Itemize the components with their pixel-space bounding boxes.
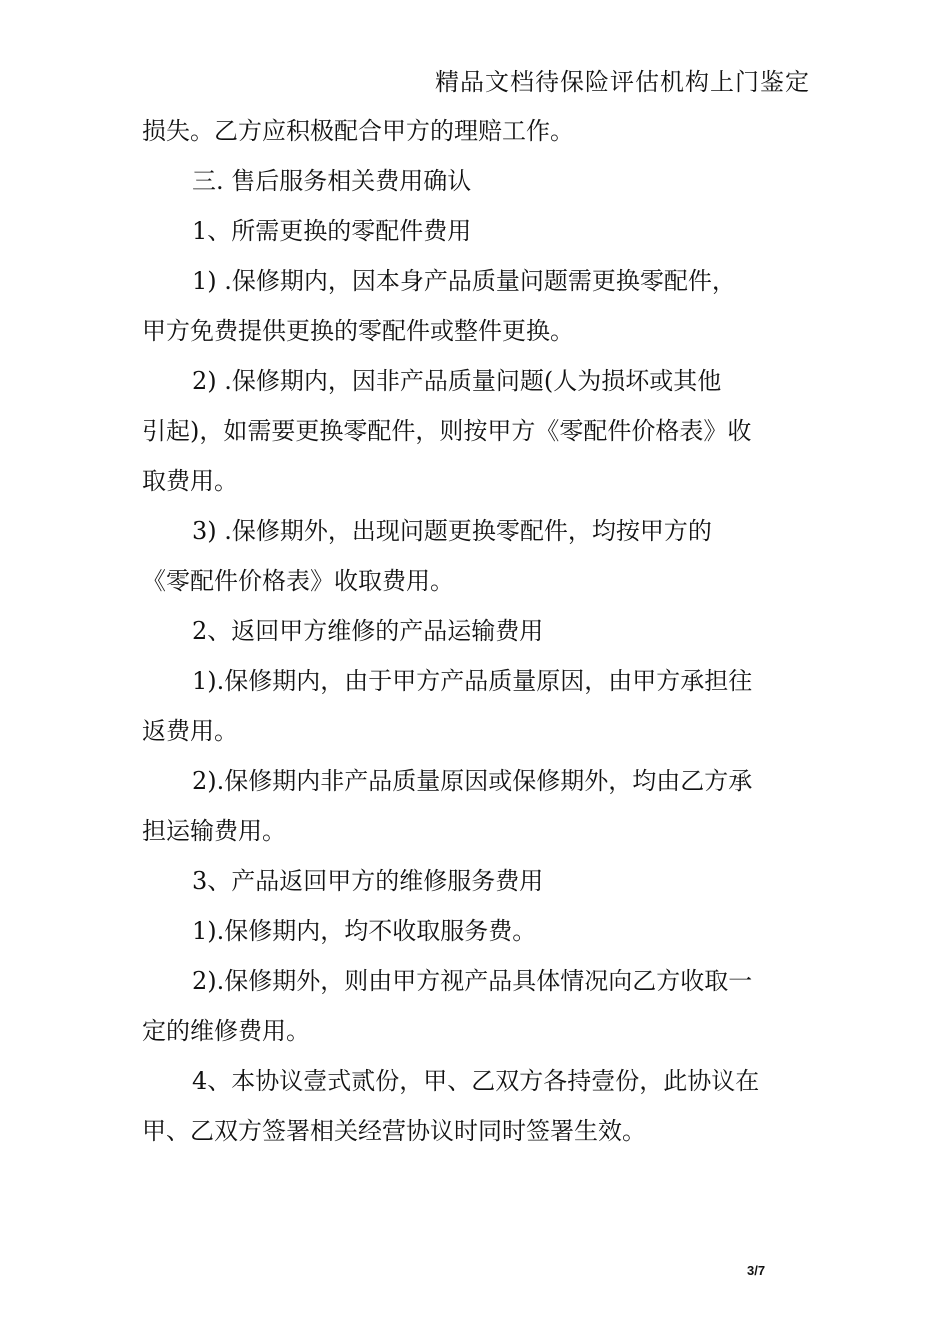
text-line: 引起)，如需要更换零配件，则按甲方《零配件价格表》收 bbox=[142, 417, 752, 445]
text-line: 2).保修期外，则由甲方视产品具体情况向乙方收取一 bbox=[192, 967, 753, 995]
text-line: 取费用。 bbox=[142, 467, 238, 495]
text-line: 定的维修费用。 bbox=[142, 1017, 310, 1045]
page-number: 3/7 bbox=[747, 1263, 766, 1278]
text-line: 1).保修期内，均不收取服务费。 bbox=[192, 917, 537, 945]
text-line: 损失。乙方应积极配合甲方的理赔工作。 bbox=[142, 117, 574, 145]
subsection-heading: 2、返回甲方维修的产品运输费用 bbox=[192, 617, 544, 645]
text-line: 《零配件价格表》收取费用。 bbox=[142, 567, 454, 595]
text-line: 3) .保修期外，出现问题更换零配件，均按甲方的 bbox=[192, 517, 712, 545]
text-line: 担运输费用。 bbox=[142, 817, 286, 845]
text-line: 1).保修期内，由于甲方产品质量原因，由甲方承担往 bbox=[192, 667, 753, 695]
text-line: 2) .保修期内，因非产品质量问题(人为损坏或其他 bbox=[192, 367, 722, 395]
section-heading: 三. 售后服务相关费用确认 bbox=[192, 167, 472, 195]
text-line: 返费用。 bbox=[142, 717, 238, 745]
text-line: 甲、乙双方签署相关经营协议时同时签署生效。 bbox=[142, 1117, 646, 1145]
subsection-heading: 3、产品返回甲方的维修服务费用 bbox=[192, 867, 544, 895]
text-line: 2).保修期内非产品质量原因或保修期外，均由乙方承 bbox=[192, 767, 753, 795]
text-line: 1) .保修期内，因本身产品质量问题需更换零配件， bbox=[192, 267, 736, 295]
page-header: 精品文档待保险评估机构上门鉴定 bbox=[435, 68, 810, 96]
text-line: 甲方免费提供更换的零配件或整件更换。 bbox=[142, 317, 574, 345]
text-line: 4、本协议壹式贰份，甲、乙双方各持壹份，此协议在 bbox=[192, 1067, 760, 1095]
subsection-heading: 1、所需更换的零配件费用 bbox=[192, 217, 472, 245]
